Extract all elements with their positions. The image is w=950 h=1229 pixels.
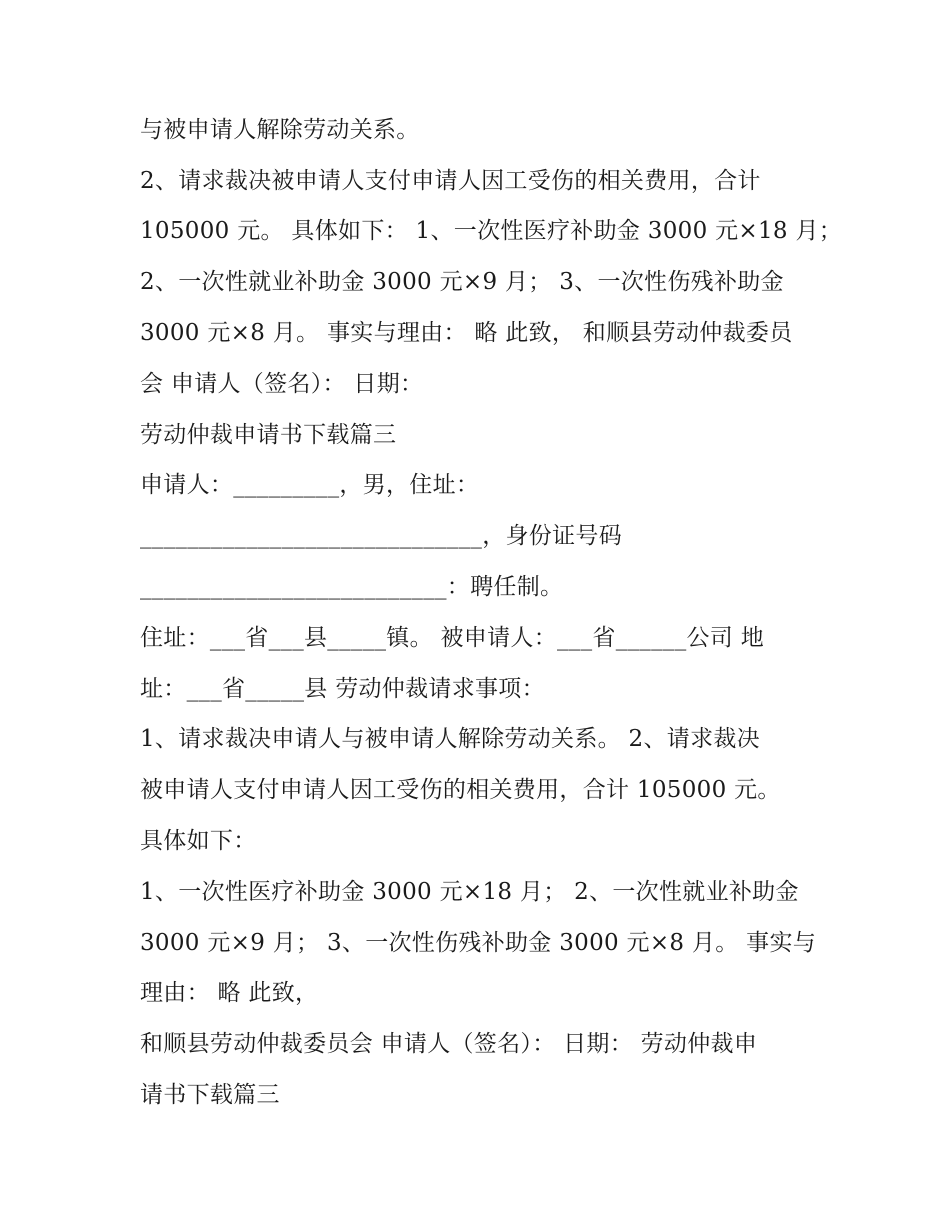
- text-line: 请书下载篇三: [140, 1082, 280, 1108]
- text-line: 住址：___省___县_____镇。 被申请人：___省______公司 地: [140, 625, 765, 651]
- text-line: 会 申请人（签名）： 日期：: [140, 371, 424, 397]
- text-line: _____________________________，身份证号码: [140, 523, 622, 549]
- text-line: 1、一次性医疗补助金 3000 元×18 月； 2、一次性就业补助金: [140, 879, 799, 905]
- text-line: 被申请人支付申请人因工受伤的相关费用，合计 105000 元。: [140, 777, 781, 803]
- text-line: __________________________：聘任制。: [140, 574, 564, 600]
- text-line: 3000 元×9 月； 3、一次性伤残补助金 3000 元×8 月。 事实与: [140, 930, 817, 956]
- text-line: 址：___省_____县 劳动仲裁请求事项：: [140, 676, 545, 702]
- text-line: 105000 元。 具体如下： 1、一次性医疗补助金 3000 元×18 月；: [140, 218, 843, 244]
- text-line: 具体如下：: [140, 828, 257, 854]
- text-line: 申请人：_________，男，住址：: [140, 472, 480, 498]
- text-line: 和顺县劳动仲裁委员会 申请人（签名）： 日期： 劳动仲裁申: [140, 1031, 758, 1057]
- text-line: 理由： 略 此致，: [140, 980, 319, 1006]
- text-line: 2、请求裁决被申请人支付申请人因工受伤的相关费用，合计: [140, 168, 761, 194]
- text-line: 1、请求裁决申请人与被申请人解除劳动关系。 2、请求裁决: [140, 726, 760, 752]
- text-line: 3000 元×8 月。 事实与理由： 略 此致， 和顺县劳动仲裁委员: [140, 320, 793, 346]
- text-line: 2、一次性就业补助金 3000 元×9 月； 3、一次性伤残补助金: [140, 269, 784, 295]
- text-line: 与被申请人解除劳动关系。: [140, 117, 420, 143]
- section-heading: 劳动仲裁申请书下载篇三: [140, 422, 397, 448]
